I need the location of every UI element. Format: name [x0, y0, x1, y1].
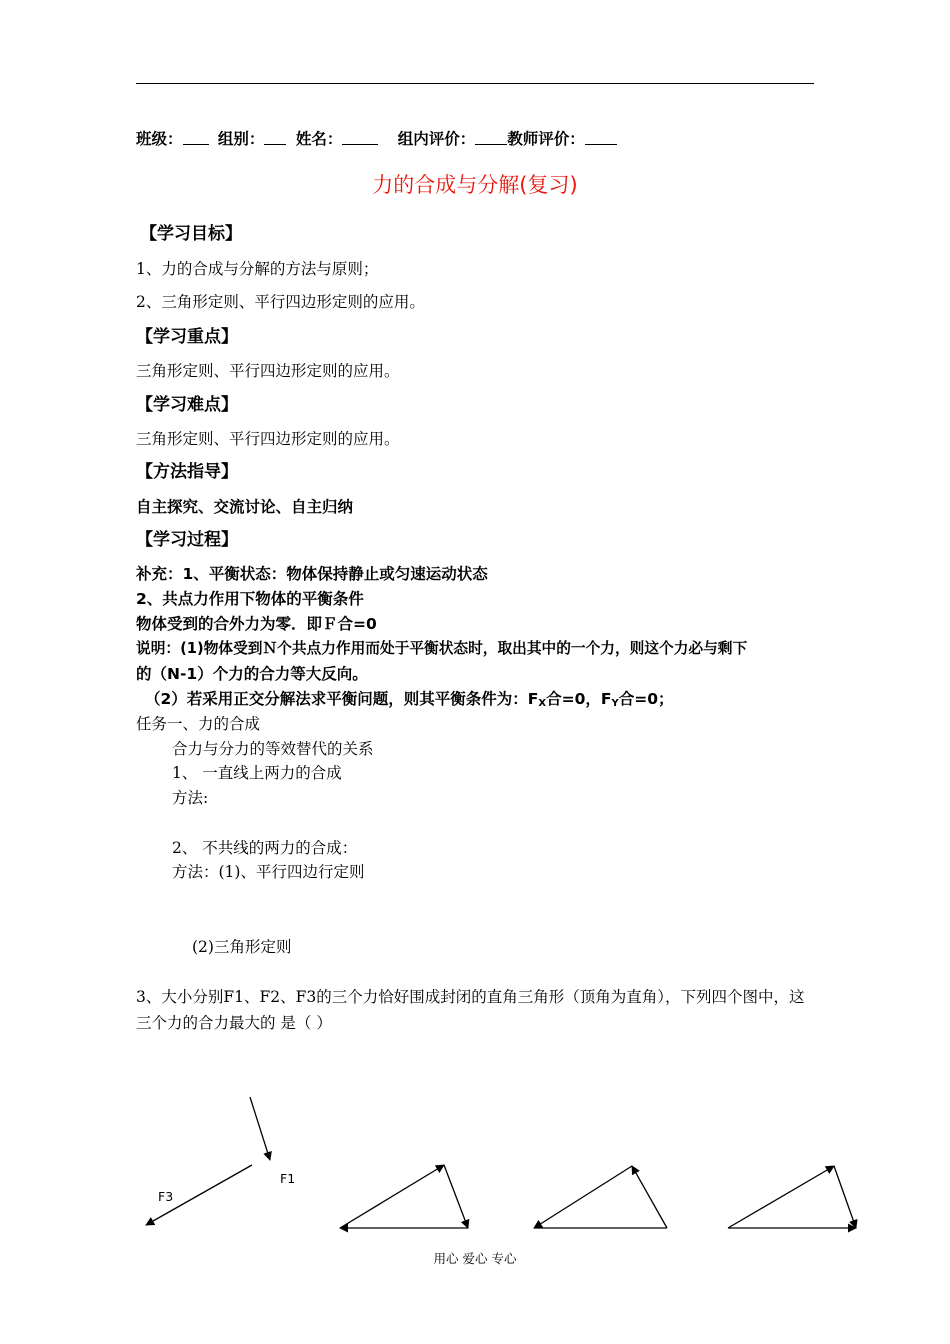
difficulty-text: 三角形定则、平行四边形定则的应用。	[136, 430, 400, 448]
task1-line-4: 2、 不共线的两力的合成：	[172, 839, 358, 857]
arrow-f1	[250, 1097, 270, 1160]
group-label: 组别：	[217, 130, 265, 148]
figure-a	[146, 1097, 270, 1225]
process-heading: 【学习过程】	[136, 530, 238, 550]
task1-line-2: 1、 一直线上两力的合成	[172, 764, 342, 782]
method-text: 自主探究、交流讨论、自主归纳	[136, 498, 354, 516]
question-line-1: 3、大小分别F1、F2、F3的三个力恰好围成封闭的直角三角形（顶角为直角），下列四个图中，这	[136, 988, 805, 1006]
class-label: 班级：	[136, 130, 183, 148]
question-line-2: 三个力的合力最大的 是（ ）	[136, 1014, 332, 1032]
key-text: 三角形定则、平行四边形定则的应用。	[136, 362, 400, 380]
key-heading: 【学习重点】	[136, 327, 238, 347]
label-f1: F1	[280, 1171, 296, 1186]
subscript-y: Y	[611, 698, 619, 709]
figure-b	[340, 1165, 468, 1228]
subscript-x: X	[538, 698, 547, 709]
explain-2: 的（N-1）个力的合力等大反向。	[136, 665, 368, 683]
explain-3-prefix: （2）若采用正交分解法求平衡问题，则其平衡条件为：F	[145, 690, 539, 708]
page-title: 力的合成与分解(复习)	[372, 173, 578, 197]
explain-1: 说明：(1)物体受到Ｎ个共点力作用而处于平衡状态时，取出其中的一个力，则这个力必与剩下	[136, 640, 748, 657]
name-label: 姓名：	[295, 130, 343, 148]
task1-line-1: 合力与分力的等效替代的关系	[172, 740, 374, 758]
goals-heading: 【学习目标】	[140, 224, 242, 244]
supplement-1: 补充：1、平衡状态：物体保持静止或匀速运动状态	[136, 565, 488, 583]
difficulty-heading: 【学习难点】	[136, 395, 238, 415]
figure-d	[728, 1166, 856, 1228]
teacher-eval-label: 教师评价：	[507, 130, 585, 148]
explain-3-suffix: 合=0；	[618, 690, 674, 708]
supplement-2: 2、共点力作用下物体的平衡条件	[136, 590, 364, 608]
task1-line-3: 方法:	[172, 789, 209, 807]
explain-3-mid: 合=0，F	[546, 690, 612, 708]
figure-c	[534, 1166, 667, 1228]
label-f3: F3	[158, 1189, 174, 1204]
task1-heading: 任务一、力的合成	[136, 715, 261, 733]
goal-2: 2、三角形定则、平行四边形定则的应用。	[136, 293, 425, 311]
task1-line-6: (2)三角形定则	[192, 938, 292, 956]
method-heading: 【方法指导】	[136, 462, 238, 482]
goal-1: 1、力的合成与分解的方法与原则；	[136, 260, 379, 278]
task1-line-5: 方法：(1)、平行四边行定则	[172, 863, 365, 881]
page-footer: 用心 爱心 专心	[433, 1251, 517, 1266]
group-eval-label: 组内评价：	[397, 130, 476, 148]
supplement-3: 物体受到的合外力为零．即Ｆ合=0	[136, 615, 377, 633]
